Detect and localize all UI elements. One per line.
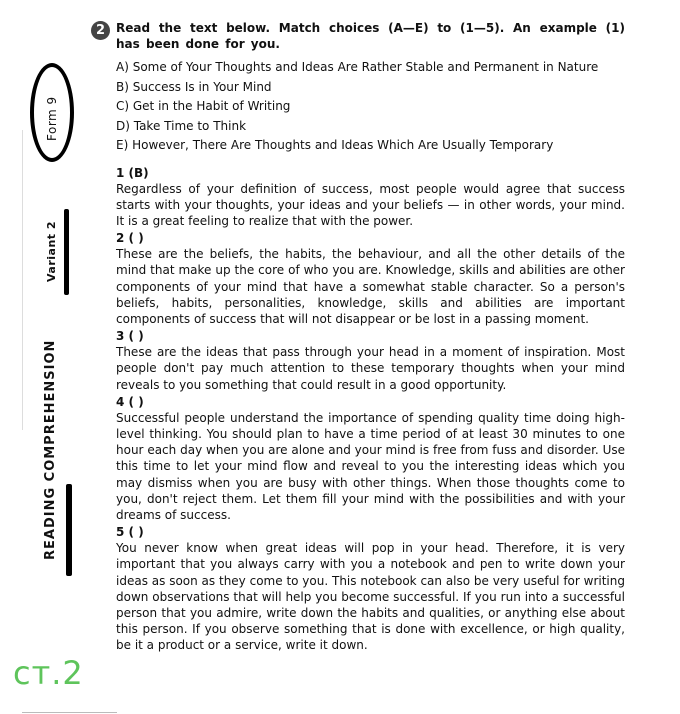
paragraph-label: 5 ( ) bbox=[116, 525, 144, 540]
variant-marker-annotation bbox=[64, 209, 69, 295]
reading-text bbox=[116, 165, 625, 654]
paragraph-label: 3 ( ) bbox=[116, 329, 144, 344]
choices-list bbox=[116, 58, 631, 156]
section-label: READING COMPREHENSION bbox=[43, 339, 58, 560]
paragraph-label: 2 ( ) bbox=[116, 231, 144, 246]
choice-item: E) However, There Are Thoughts and Ideas Which Are Usually Temporary bbox=[116, 138, 554, 152]
task-header bbox=[91, 20, 631, 52]
paragraph-text: These are the ideas that pass through your head in a moment of inspiration. Most people don't pay much attention to these temporary thoughts when your mind reveals to you something that could result in a good opportunity. bbox=[116, 345, 625, 392]
paragraph-text: Successful people understand the importance of spending quality time doing high-level thinking. You should plan to have a time period of at least 30 minutes to one hour each day when you are alone and your mind is free from fuss and disorder. Use this time to let your mind flow and reveal to you the interesting ideas which you may dismiss when you are busy with other things. When those thoughts come to you, don't reject them. Let them fill your mind with the possibilities and with your dreams of success. bbox=[116, 410, 625, 522]
variant-label: Variant 2 bbox=[45, 220, 58, 282]
paragraph-text: Regardless of your definition of success, most people would agree that success starts with your thoughts, your ideas and your beliefs — in other words, your mind. It is a great feeling to realize that with the power. bbox=[116, 181, 625, 228]
choice-item: B) Success Is in Your Mind bbox=[116, 79, 272, 94]
paragraph-text: You never know when great ideas will pop in your head. Therefore, it is very important that you always carry with you a notebook and pen to write down your ideas as soon as they come to you. This notebook can also be very useful for writing down observations that will help you become successful. If you run into a successful person that you admire, write down the habits and qualities, or anything else about this person. If you observe something that is done with excellence, or high quality, be it a product or a service, write it down. bbox=[116, 541, 625, 653]
bottom-rule bbox=[22, 712, 117, 713]
form-label: Form 9 bbox=[45, 96, 59, 141]
task-content bbox=[91, 20, 631, 655]
paragraph-label: 1 (B) bbox=[116, 165, 149, 180]
paragraph-text: These are the beliefs, the habits, the behaviour, and all the other details of the mind that make up the core of who you are. Knowledge, skills and abilities are other components of your mind that have a somewhat stable character. So a person's beliefs, habits, personalities, knowledge, skills and abilities are important components of success that will not disappear or be lost in a passing moment. bbox=[116, 247, 625, 326]
choice-item: D) Take Time to Think bbox=[116, 118, 247, 133]
choice-item: C) Get in the Habit of Writing bbox=[116, 99, 291, 113]
task-instruction: Read the text below. Match choices (A—E) to (1—5). An example (1) has been done for you. bbox=[116, 21, 625, 51]
paragraph-label: 4 ( ) bbox=[116, 394, 144, 409]
choice-item: A) Some of Your Thoughts and Ideas Are Rather Stable and Permanent in Nature bbox=[116, 60, 599, 74]
section-marker-annotation bbox=[66, 484, 72, 576]
task-number-badge: 2 bbox=[91, 21, 110, 40]
page-number-annotation: ст.2 bbox=[13, 654, 84, 692]
margin-guide-line bbox=[22, 130, 23, 430]
